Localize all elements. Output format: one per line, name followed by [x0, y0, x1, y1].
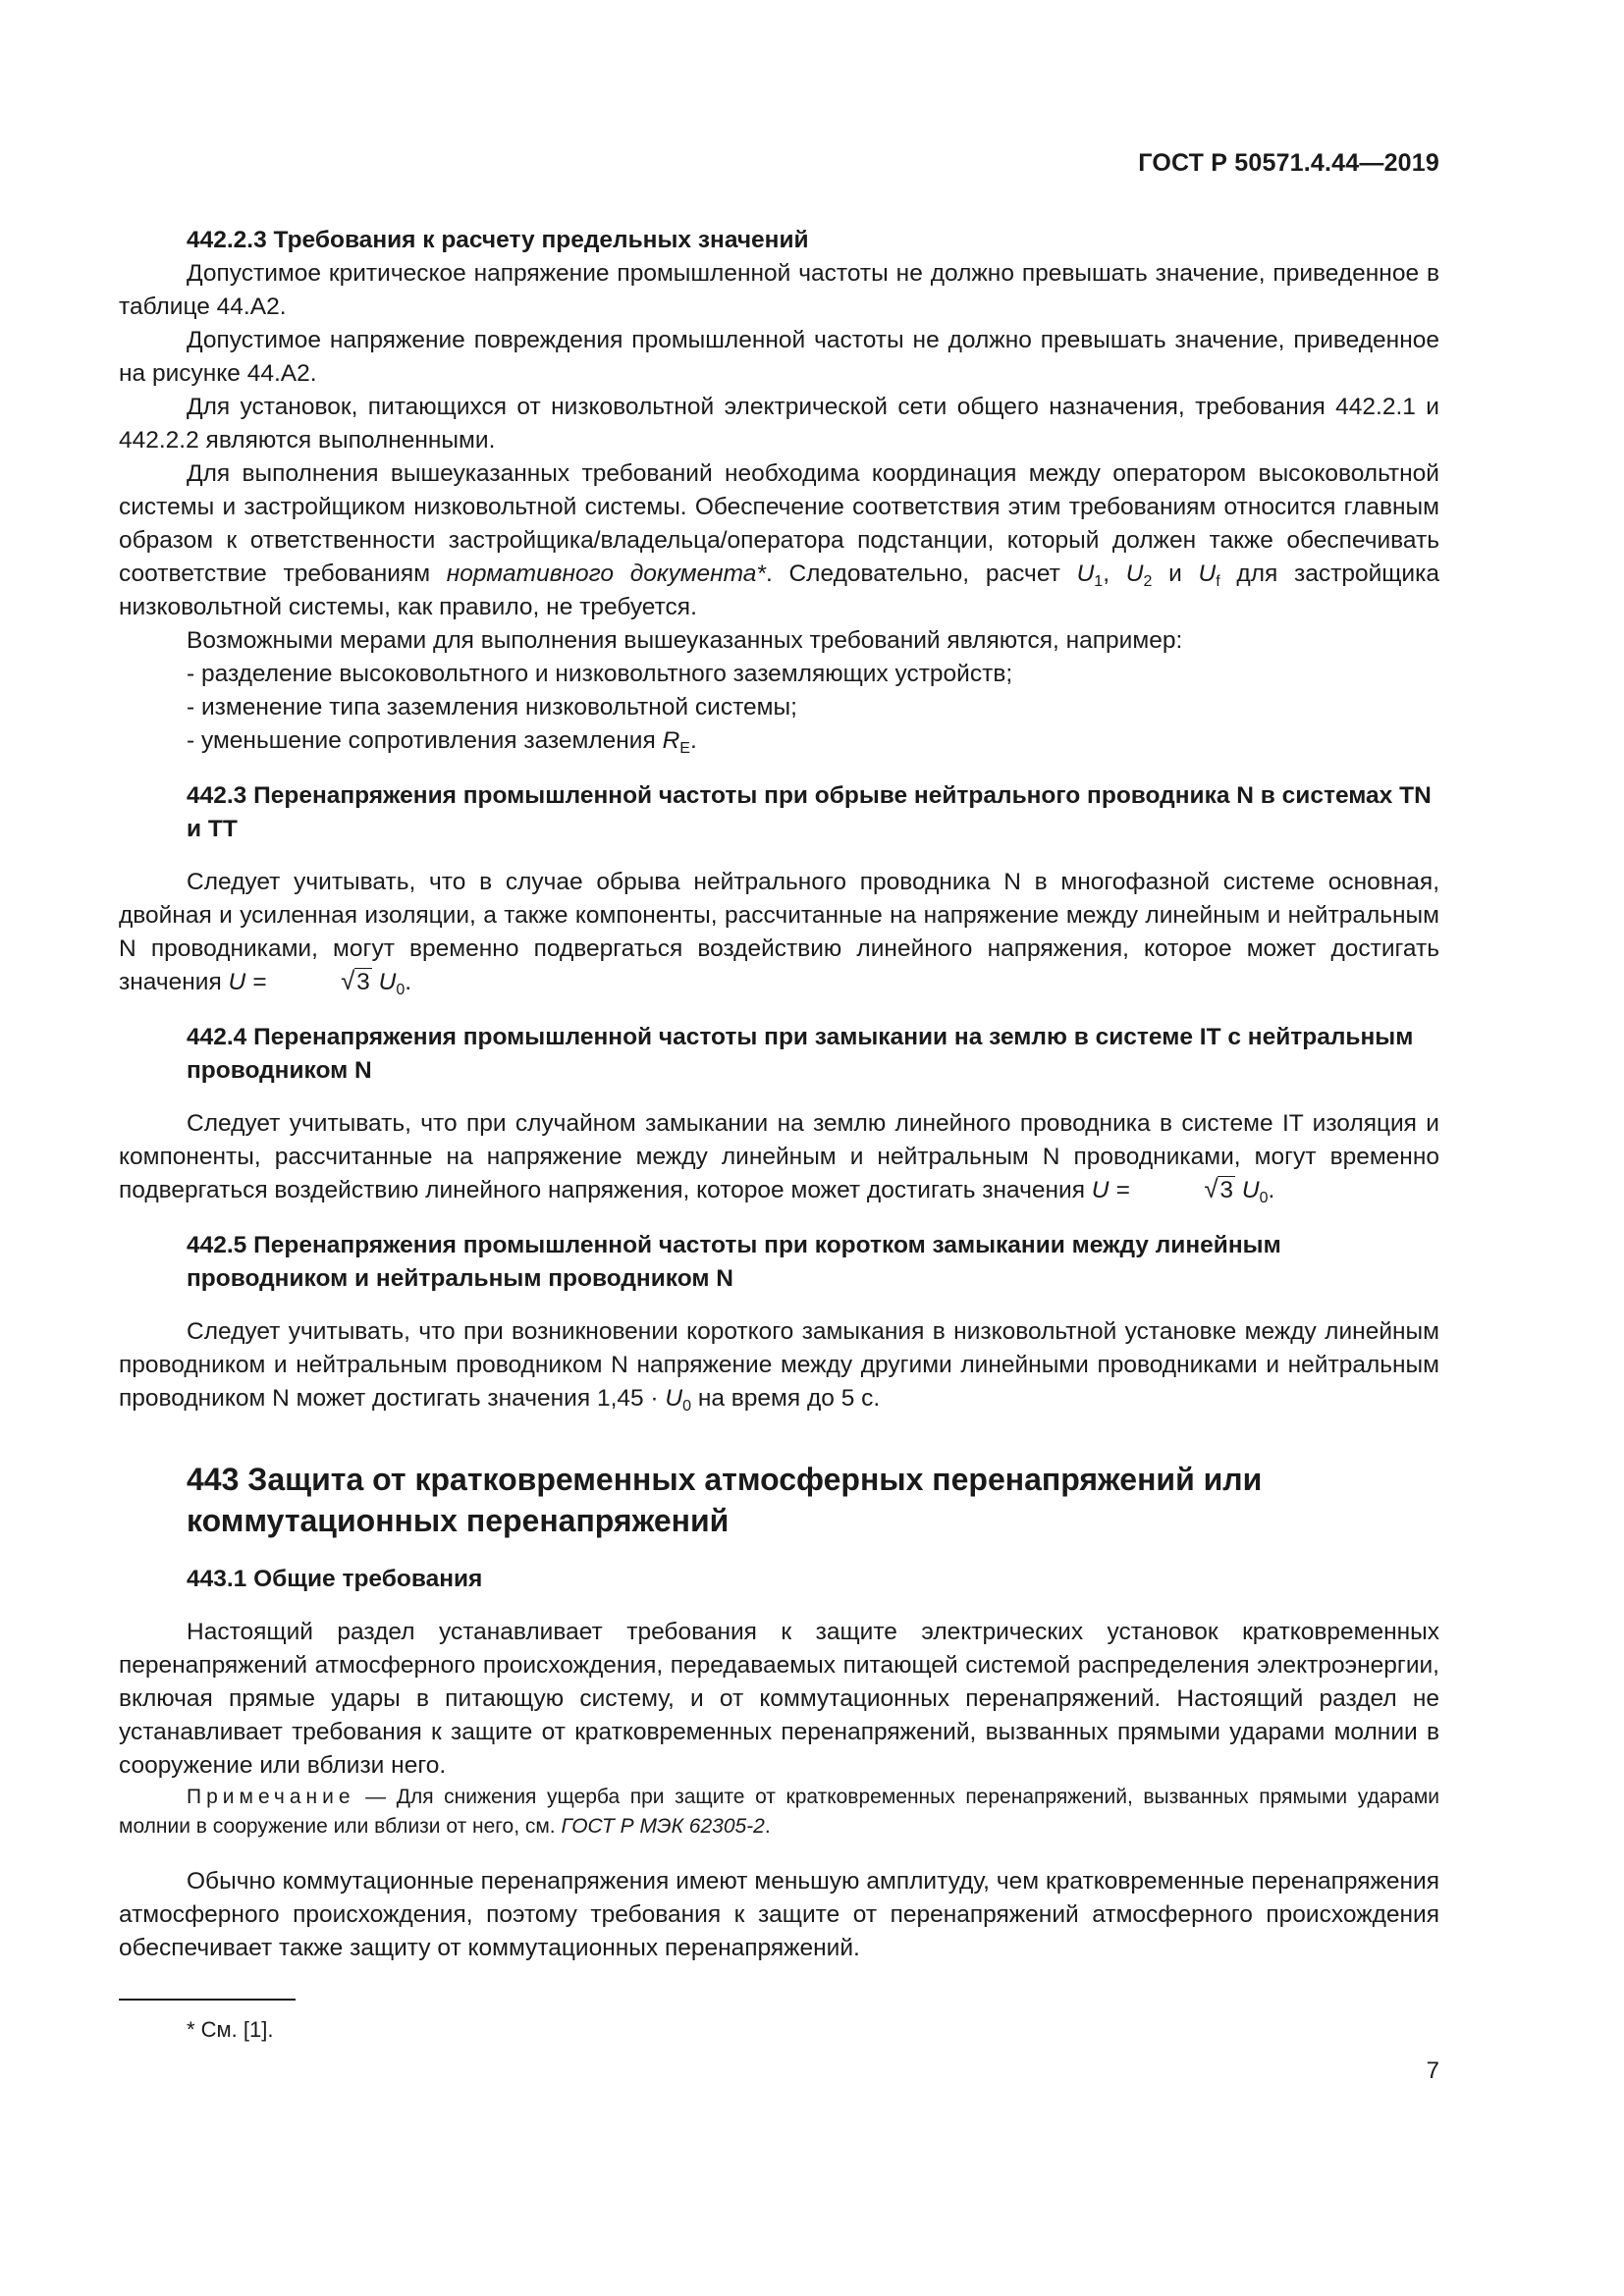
paragraph: Для установок, питающихся от низковольтной электрической сети общего назначения, требования 442.2.1 и 442.2.2 являются выполненными. — [119, 394, 1439, 454]
text-run: Для выполнения вышеуказанных требований необходима координация между оператором высоковольтной системы и застройщиком низковольтной системы. Обеспечение соответствия этим требованиям относится главным образом к ответственности застройщика/владельца/оператора подстанции, который должен также обеспечивать соответствие требованиям — [119, 460, 1439, 587]
paragraph: Настоящий раздел устанавливает требования к защите электрических установок кратковременных перенапряжений атмосферного происхождения, передаваемых питающей системой распределения электроэнергии, включая прямые удары в питающую систему, и от коммутационных перенапряжений. Настоящий раздел не устанавливает требования к защите от кратковременных перенапряжений, вызванных прямыми ударами молнии в сооружение или вблизи него. — [119, 1619, 1439, 1779]
subscript: 1 — [1094, 573, 1104, 590]
page-number: 7 — [1426, 2057, 1439, 2084]
subscript: 2 — [1143, 573, 1153, 590]
paragraph: Обычно коммутационные перенапряжения имеют меньшую амплитуду, чем кратковременные перенапряжения атмосферного происхождения, поэтому требования к защите от перенапряжений атмосферного происхождения обеспечивает также защиту от коммутационных перенапряжений. — [119, 1868, 1439, 1961]
document-code-header: ГОСТ Р 50571.4.44—2019 — [1138, 149, 1439, 177]
document-page — [119, 0, 1439, 2296]
section-442-2-3-title: 442.2.3 Требования к расчету предельных значений — [187, 227, 809, 253]
subscript: f — [1216, 573, 1220, 590]
paragraph: Допустимое напряжение повреждения промышленной частоты не должно превышать значение, приведенное на рисунке 44.А2. — [119, 327, 1439, 387]
subscript: 0 — [682, 1398, 692, 1415]
section-443-1-title: 443.1 Общие требования — [187, 1566, 483, 1592]
paragraph — [119, 457, 1439, 624]
text-run: , — [1103, 561, 1110, 587]
sqrt-symbol — [1136, 1174, 1235, 1207]
subscript: 0 — [396, 982, 406, 998]
text-run: для застройщика низковольтной системы, как правило, не требуется. — [119, 561, 1439, 620]
list-item — [187, 724, 1439, 758]
symbol-u: U — [1241, 1177, 1260, 1203]
italic-reference: нормативного документа* — [446, 561, 766, 587]
list-item: - разделение высоковольтного и низковольтного заземляющих устройств; — [187, 661, 1013, 687]
measures-list — [119, 658, 1439, 758]
paragraph: Возможными мерами для выполнения вышеуказанных требований являются, например: — [187, 627, 1183, 654]
symbol-u: U — [378, 969, 397, 995]
text-run: . — [689, 727, 697, 754]
formula-u: U = — [1091, 1177, 1130, 1203]
text-run: . — [764, 1815, 771, 1838]
text-run: . Следовательно, расчет — [765, 561, 1060, 587]
subscript: 0 — [1259, 1190, 1269, 1206]
subscript: E — [679, 740, 690, 757]
symbol-u: U — [665, 1385, 683, 1412]
text-run: на время до 5 с. — [697, 1385, 881, 1412]
symbol-r: R — [662, 727, 680, 754]
formula-u: U = — [228, 969, 267, 995]
note-label: Примечание — [187, 1786, 355, 1808]
radicand: 3 — [356, 969, 370, 995]
standard-reference: ГОСТ Р МЭК 62305-2 — [561, 1815, 765, 1838]
paragraph — [119, 866, 1439, 999]
symbol-u: U — [1198, 561, 1217, 587]
text-run: Следует учитывать, что при случайном замыкании на землю линейного проводника в системе IT изоляция и компоненты, рассчитанные на напряжение между линейным и нейтральным N проводниками, могут временно подвергаться воздействию линейного напряжения, которое может достигать значения — [119, 1110, 1439, 1203]
paragraph: Допустимое критическое напряжение промышленной частоты не должно превышать значение, приведенное в таблице 44.А2. — [119, 260, 1439, 320]
footnote-separator — [119, 1999, 296, 2001]
radicand: 3 — [1219, 1177, 1234, 1203]
radical-sign: √ — [341, 966, 355, 995]
footnote: * См. [1]. — [187, 2017, 274, 2042]
section-442-5-title: 442.5 Перенапряжения промышленной частоты при коротком замыкании между линейным проводником и нейтральным проводником N — [187, 1232, 1281, 1292]
section-443-title: 443 Защита от кратковременных атмосферных перенапряжений или коммутационных перенапряжений — [187, 1462, 1263, 1538]
radical-sign: √ — [1204, 1174, 1218, 1203]
paragraph — [119, 1107, 1439, 1207]
list-item: - изменение типа заземления низковольтной системы; — [187, 694, 797, 721]
text-run: — Для снижения ущерба при защите от кратковременных перенапряжений, вызванных прямыми ударами молнии в сооружение или вблизи от него, см. — [119, 1786, 1439, 1838]
document-body — [119, 224, 1439, 1965]
section-442-4-title: 442.4 Перенапряжения промышленной частоты при замыкании на землю в системе IT с нейтральным проводником N — [187, 1024, 1414, 1084]
text-run: . — [405, 969, 412, 995]
symbol-u: U — [1076, 561, 1095, 587]
text-run: Следует учитывать, что в случае обрыва нейтрального проводника N в многофазной системе основная, двойная и усиленная изоляции, а также компоненты, рассчитанные на напряжение между линейным и нейтральным N проводниками, могут временно подвергаться воздействию линейного напряжения, которое может достигать значения — [119, 869, 1439, 995]
text-run: . — [1268, 1177, 1275, 1203]
text-run: Следует учитывать, что при возникновении короткого замыкания в низковольтной установке между линейным проводником и нейтральным проводником N напряжение между другими линейными проводниками и нейтральным проводником N может достигать значения 1,45 · — [119, 1318, 1439, 1412]
text-run: - уменьшение сопротивления заземления — [187, 727, 656, 754]
text-run: и — [1168, 561, 1182, 587]
note — [119, 1783, 1439, 1842]
symbol-u: U — [1125, 561, 1144, 587]
sqrt-symbol — [273, 966, 372, 999]
paragraph — [119, 1315, 1439, 1415]
section-442-3-title: 442.3 Перенапряжения промышленной частоты при обрыве нейтрального проводника N в системах TN и TT — [187, 782, 1432, 842]
